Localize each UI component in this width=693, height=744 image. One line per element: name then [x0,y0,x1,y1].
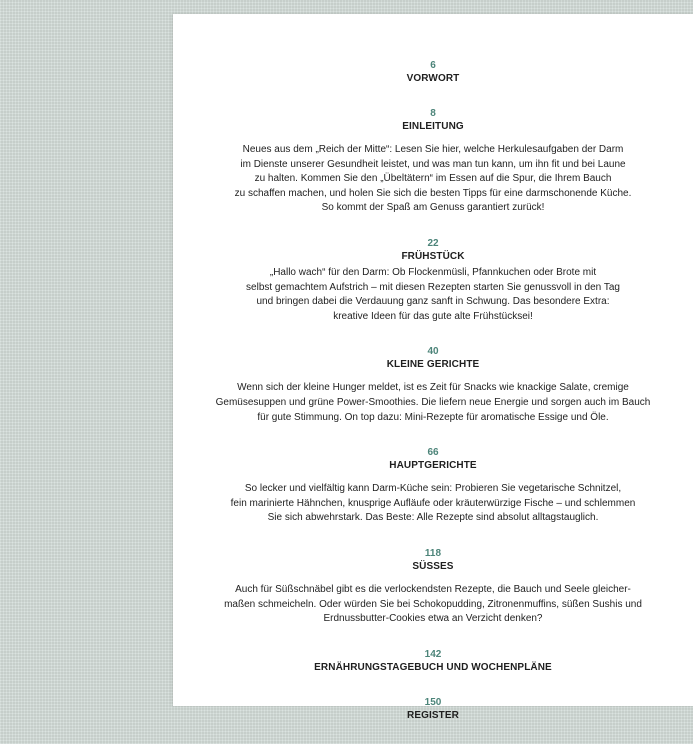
toc-entry-hauptgerichte [173,446,693,526]
toc-entry-ernaehrungstagebuch [173,648,693,675]
page-number: 66 [427,447,439,459]
chapter-description [173,143,693,216]
description-line: selbst gemachtem Aufstrich – mit diesen Rezepten starten Sie genussvoll in den Tag [246,281,620,293]
description-line: Wenn sich der kleine Hunger meldet, ist es Zeit für Snacks wie knackige Salate, cremige [237,382,629,394]
chapter-description [173,482,693,526]
chapter-description [173,266,693,324]
description-line: zu schaffen machen, und holen Sie sich die besten Tipps für eine darmschonende Küche. [234,187,632,199]
description-line: Gemüsesuppen und grüne Power-Smoothies. Die liefern neue Energie und sorgen auch im Bauch [215,396,651,408]
description-line: So kommt der Spaß am Genuss garantiert zurück! [321,202,545,214]
description-line: zu halten. Kommen Sie den „Übeltätern“ im Essen auf die Spur, die Ihrem Bauch [254,173,612,185]
chapter-title: EINLEITUNG [402,121,464,132]
toc-entry-vorwort [173,59,693,86]
description-line: Erdnussbutter-Cookies etwa an Verzicht denken? [323,613,543,625]
chapter-description [173,583,693,627]
chapter-title: SÜSSES [412,560,454,572]
description-line: Sie sich abwehrstark. Das Beste: Alle Rezepte sind absolut alltagstauglich. [267,512,599,524]
page-number: 118 [424,547,442,559]
chapter-description [173,381,693,425]
description-line: für gute Stimmung. On top dazu: Mini-Rezepte für aromatische Essige und Öle. [257,411,609,423]
description-line: im Dienste unserer Gesundheit leistet, und was man tun kann, um ihn fit und bei Laune [240,158,626,170]
description-line: und bringen dabei die Verdauung ganz sanft in Schwung. Das besondere Extra: [256,296,610,308]
chapter-title: KLEINE GERICHTE [386,359,480,371]
description-line: „Hallo wach“ für den Darm: Ob Flockenmüsli, Pfannkuchen oder Brote mit [269,266,597,278]
toc-entry-einleitung [173,107,693,216]
toc-entry-suesses [173,547,693,627]
page-number: 40 [427,346,439,358]
chapter-title: FRÜHSTÜCK [401,250,465,262]
description-line: So lecker und vielfältig kann Darm-Küche sein: Probieren Sie vegetarische Schnitzel, [244,483,622,495]
description-line: Neues aus dem „Reich der Mitte“: Lesen Sie hier, welche Herkulesaufgaben der Darm [242,144,624,155]
description-line: maßen schmeicheln. Oder würden Sie bei Schokopudding, Zitronenmuffins, süßen Sushis und [224,598,642,610]
toc-entry-register [173,696,693,723]
chapter-title: HAUPTGERICHTE [389,460,477,472]
chapter-title: ERNÄHRUNGSTAGEBUCH UND WOCHENPLÄNE [314,661,552,673]
page-number: 22 [427,237,439,249]
description-line: kreative Ideen für das gute alte Frühstücksei! [333,310,533,322]
table-of-contents [173,59,693,744]
book-page [173,14,693,721]
description-line: fein marinierte Hähnchen, knusprige Aufläufe oder kräuterwürzige Fische – und schlemmen [230,497,636,509]
page-number: 8 [430,108,436,119]
page-number: 142 [424,648,442,660]
page-number: 150 [424,696,442,708]
toc-entry-fruehstueck [173,237,693,324]
page-number: 6 [430,60,436,71]
chapter-title: VORWORT [406,73,460,84]
toc-entry-kleine-gerichte [173,345,693,425]
description-line: Auch für Süßschnäbel gibt es die verlockendsten Rezepte, die Bauch und Seele gleicher- [235,583,631,595]
chapter-title: REGISTER [407,709,459,721]
